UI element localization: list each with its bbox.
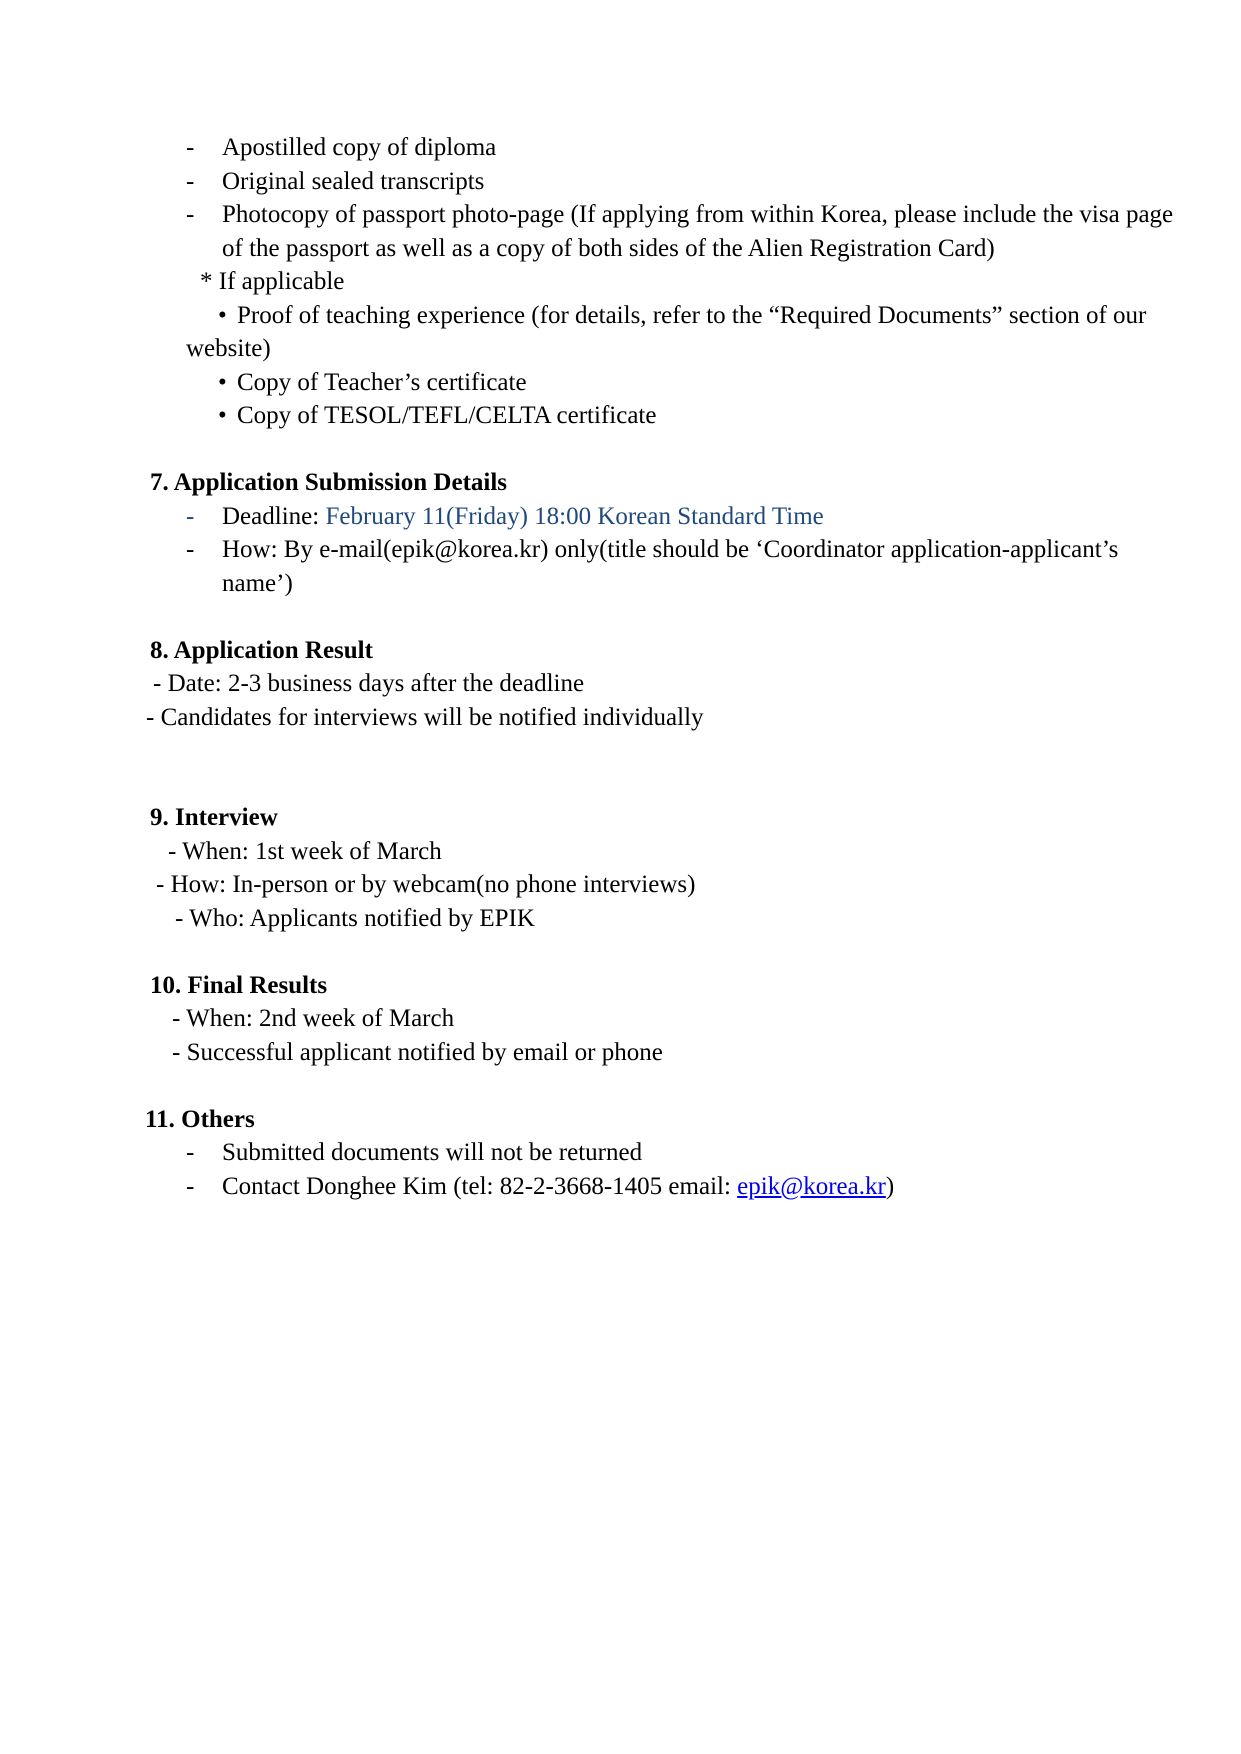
heading-text: 7. Application Submission Details bbox=[150, 469, 508, 496]
list-item-text: Copy of TESOL/TEFL/CELTA certificate bbox=[237, 402, 657, 429]
list-item-documents-returned bbox=[0, 1136, 1241, 1170]
dash-marker: - bbox=[186, 201, 195, 228]
spacer bbox=[0, 600, 1241, 634]
spacer bbox=[0, 935, 1241, 969]
heading-text: 11. Others bbox=[145, 1105, 255, 1133]
list-item-final-notify bbox=[0, 1036, 1241, 1070]
spacer bbox=[0, 1069, 1241, 1103]
dash-marker: - bbox=[186, 1139, 195, 1166]
section-heading-others bbox=[0, 1103, 1241, 1137]
dash-marker: - bbox=[186, 167, 195, 195]
section-heading-interview bbox=[0, 801, 1241, 835]
list-item-text: Copy of Teacher’s certificate bbox=[237, 368, 527, 396]
dash-marker: - bbox=[186, 134, 195, 161]
list-item-text: Submitted documents will not be returned bbox=[222, 1139, 643, 1166]
list-item-teaching-proof-continuation bbox=[0, 332, 1241, 366]
list-item-interview-who bbox=[0, 902, 1241, 936]
deadline-label: Deadline: bbox=[222, 502, 326, 530]
list-item-text: - Successful applicant notified by email or phone bbox=[172, 1038, 663, 1066]
dash-marker: - bbox=[186, 502, 195, 530]
list-item-teacher-certificate bbox=[0, 366, 1241, 400]
if-applicable-note bbox=[0, 265, 1241, 299]
bullet-marker: • bbox=[218, 301, 227, 329]
list-item-text: - How: In-person or by webcam(no phone interviews) bbox=[156, 871, 696, 898]
heading-text: 10. Final Results bbox=[150, 971, 328, 999]
list-item-teaching-proof bbox=[0, 299, 1241, 333]
list-item-text: - Date: 2-3 business days after the deadline bbox=[153, 670, 585, 697]
list-item-interview-when bbox=[0, 835, 1241, 869]
list-item-how-submit bbox=[0, 533, 1241, 567]
list-item-final-when bbox=[0, 1002, 1241, 1036]
deadline-value: February 11(Friday) 18:00 Korean Standard Time bbox=[325, 502, 824, 530]
list-item-text: How: By e-mail(epik@korea.kr) only(title should be ‘Coordinator application-applicant’s bbox=[222, 536, 1119, 563]
list-item-passport bbox=[0, 198, 1241, 232]
list-item-text: Photocopy of passport photo-page (If applying from within Korea, please include the visa page bbox=[222, 201, 1174, 228]
list-item-result-candidates bbox=[0, 701, 1241, 735]
heading-text: 8. Application Result bbox=[150, 636, 373, 664]
dash-marker: - bbox=[186, 1172, 195, 1200]
list-item-deadline bbox=[0, 500, 1241, 534]
list-item-tesol-certificate bbox=[0, 399, 1241, 433]
section-heading-submission bbox=[0, 466, 1241, 500]
contact-text-suffix: ) bbox=[885, 1172, 895, 1200]
list-item-how-submit-continuation bbox=[0, 567, 1241, 601]
email-link[interactable]: epik@korea.kr bbox=[737, 1172, 886, 1200]
list-item-text: Original sealed transcripts bbox=[222, 167, 485, 195]
list-item-text: - Candidates for interviews will be notified individually bbox=[146, 703, 704, 731]
bullet-marker: • bbox=[218, 402, 227, 429]
list-item-result-date bbox=[0, 667, 1241, 701]
spacer bbox=[0, 433, 1241, 467]
section-heading-final-results bbox=[0, 969, 1241, 1003]
note-text: * If applicable bbox=[200, 268, 345, 295]
list-item-interview-how bbox=[0, 868, 1241, 902]
list-item-passport-continuation bbox=[0, 232, 1241, 266]
list-item-diploma bbox=[0, 131, 1241, 165]
dash-marker: - bbox=[186, 536, 195, 563]
list-item-text: - When: 1st week of March bbox=[168, 837, 442, 865]
bullet-marker: • bbox=[218, 368, 227, 396]
heading-text: 9. Interview bbox=[150, 804, 278, 831]
list-item-text: Proof of teaching experience (for details, refer to the “Required Documents” section of our bbox=[237, 301, 1147, 329]
list-item-text: - Who: Applicants notified by EPIK bbox=[175, 904, 535, 932]
list-item-text: Apostilled copy of diploma bbox=[222, 134, 497, 161]
spacer bbox=[0, 734, 1241, 801]
list-item-text: name’) bbox=[222, 569, 293, 597]
list-item-contact bbox=[0, 1170, 1241, 1204]
list-item-text: of the passport as well as a copy of both sides of the Alien Registration Card) bbox=[222, 234, 995, 262]
contact-text: Contact Donghee Kim (tel: 82-2-3668-1405 email: bbox=[222, 1172, 738, 1200]
list-item-text: - When: 2nd week of March bbox=[172, 1005, 455, 1032]
list-item-transcripts bbox=[0, 165, 1241, 199]
list-item-text: website) bbox=[186, 335, 271, 362]
section-heading-application-result bbox=[0, 634, 1241, 668]
